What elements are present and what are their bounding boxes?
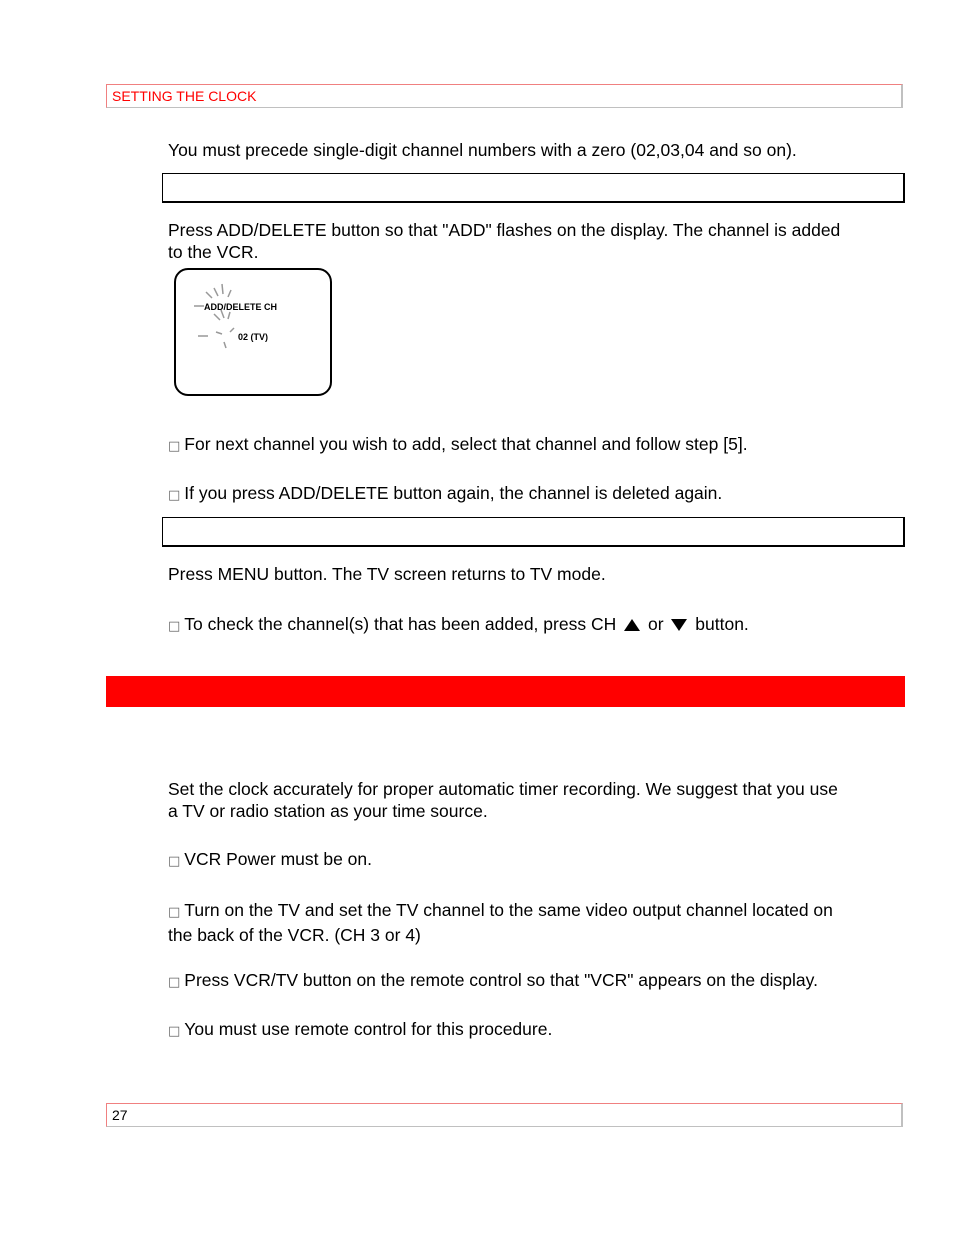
zero-prefix-instruction: You must precede single-digit channel numbers with a zero (02,03,04 and so on). <box>168 140 797 160</box>
step-box-6 <box>162 517 905 547</box>
clock-note-remote <box>168 1018 908 1043</box>
add-delete-line-2: to the VCR. <box>168 242 259 262</box>
bullet-icon: □ <box>168 619 181 634</box>
menu-instruction: Press MENU button. The TV screen returns to TV mode. <box>168 564 606 584</box>
page-number: 27 <box>112 1107 128 1123</box>
step-box-5 <box>162 173 905 203</box>
ch-up-arrow-icon <box>623 618 641 632</box>
bullet-icon: □ <box>168 854 181 869</box>
clock-note-vcr-text: Press VCR/TV button on the remote control so that "VCR" appears on the display. <box>184 970 818 990</box>
note-delete-again-text: If you press ADD/DELETE button again, the channel is deleted again. <box>184 483 723 503</box>
clock-intro-line-1: Set the clock accurately for proper automatic timer recording. We suggest that you use <box>168 779 838 799</box>
section-title: SETTING THE CLOCK <box>112 88 257 104</box>
osd-line-1: ADD/DELETE CH <box>204 302 278 312</box>
add-delete-instruction <box>168 219 908 263</box>
note-next-channel-text: For next channel you wish to add, select that channel and follow step [5]. <box>184 434 748 454</box>
note-check-or: or <box>647 614 664 634</box>
clock-intro-line-2: a TV or radio station as your time source. <box>168 801 488 821</box>
note-delete-again <box>168 482 908 507</box>
bullet-icon: □ <box>168 439 181 454</box>
clock-note-remote-text: You must use remote control for this procedure. <box>184 1019 553 1039</box>
clock-note-tv <box>168 899 908 946</box>
note-check-text-2: button. <box>695 614 749 634</box>
clock-note-tv-line-1: Turn on the TV and set the TV channel to the same video output channel located on <box>184 900 833 920</box>
osd-line-2 <box>238 332 268 342</box>
clock-note-vcr <box>168 969 908 994</box>
note-next-channel <box>168 433 908 458</box>
note-check-channels <box>168 613 908 638</box>
clock-intro <box>168 778 908 822</box>
ch-down-arrow-icon <box>670 618 688 632</box>
footer-frame <box>106 1103 903 1127</box>
clock-note-power-text: VCR Power must be on. <box>184 849 373 869</box>
bullet-icon: □ <box>168 905 181 920</box>
clock-note-power <box>168 848 908 873</box>
bullet-icon: □ <box>168 1024 181 1039</box>
osd-channel-number: 02 <box>238 332 249 342</box>
section-heading-bar <box>106 676 905 707</box>
add-delete-line-1: Press ADD/DELETE button so that "ADD" flashes on the display. The channel is added <box>168 220 841 240</box>
tv-screen-illustration <box>174 268 332 396</box>
osd-mode: (TV) <box>250 332 269 342</box>
note-check-text-1: To check the channel(s) that has been added, press CH <box>184 614 617 634</box>
bullet-icon: □ <box>168 975 181 990</box>
clock-note-tv-line-2: the back of the VCR. (CH 3 or 4) <box>168 925 421 945</box>
bullet-icon: □ <box>168 488 181 503</box>
